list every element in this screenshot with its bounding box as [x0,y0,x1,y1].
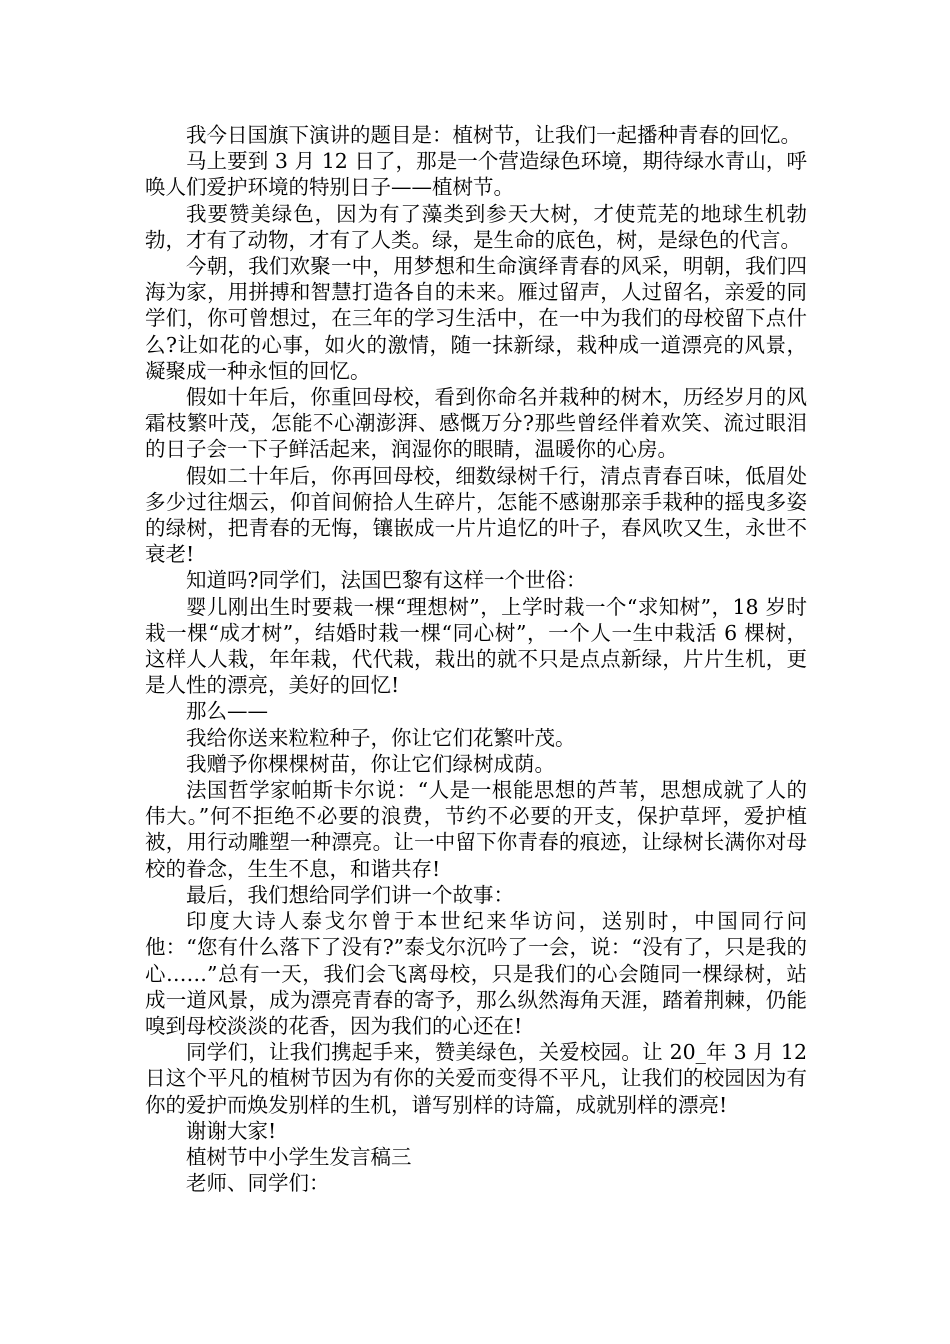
paragraph-thanks: 谢谢大家! [186,1118,277,1143]
document-body [145,122,807,1196]
paragraph-call-to-action: 同学们，让我们携起手来，赞美绿色，关爱校园。让 20_年 3 月 12 日这个平凡的植树节因为有你的关爱而变得不平凡，让我们的校园因为有你的爱护而焕发别样的生机，谱写别样的诗篇，成就别样的漂亮! [145,1040,807,1117]
paragraph-seeds: 我给你送来粒粒种子，你让它们花繁叶茂。 [186,725,576,750]
paragraph-then: 那么—— [186,699,268,724]
paragraph-twenty-years-later: 假如二十年后，你再回母校，细数绿树千行，清点青春百味，低眉处多少过往烟云，仰首间俯拾人生碎片，怎能不感谢那亲手栽种的摇曳多姿的绿树，把青春的无悔，镶嵌成一片片追忆的叶子，春风吹又生，永世不衰老! [145,463,807,567]
paragraph-story-intro: 最后，我们想给同学们讲一个故事： [186,882,514,907]
section-heading: 植树节中小学生发言稿三 [186,1144,412,1169]
paragraph-pascal-quote: 法国哲学家帕斯卡尔说：“人是一根能思想的芦苇，思想成就了人的伟大。”何不拒绝不必要的浪费，节约不必要的开支，保护草坪，爱护植被，用行动雕塑一种漂亮。让一中留下你青春的痕迹，让绿树长满你对母校的眷念，生生不息，和谐共存! [145,778,807,881]
paragraph-today-gathering: 今朝，我们欢聚一中，用梦想和生命演绎青春的风采，明朝，我们四海为家，用拼搏和智慧打造各自的未来。雁过留声，人过留名，亲爱的同学们，你可曾想过，在三年的学习生活中，在一中为我们的母校留下点什么?让如花的心事，如火的激情，随一抹新绿，栽种成一道漂亮的风景，凝聚成一种永恒的回忆。 [145,254,807,383]
paragraph-arbor-day-intro: 马上要到 3 月 12 日了，那是一个营造绿色环境，期待绿水青山，呼唤人们爱护环境的特别日子——植树节。 [145,149,807,200]
paragraph-four-trees: 婴儿刚出生时要栽一棵“理想树”，上学时栽一个“求知树”，18 岁时栽一棵“成才树”，结婚时栽一棵“同心树”，一个人一生中栽活 6 棵树，这样人人栽，年年栽，代代栽，栽出的就不只是点点新绿，片片生机，更是人性的漂亮，美好的回忆! [145,594,807,698]
paragraph-paris-custom: 知道吗?同学们，法国巴黎有这样一个世俗： [186,568,587,593]
paragraph-greeting: 老师、同学们： [186,1171,330,1196]
paragraph-ten-years-later: 假如十年后，你重回母校，看到你命名并栽种的树木，历经岁月的风霜枝繁叶茂，怎能不心潮澎湃、感慨万分?那些曾经伴着欢笑、流过眼泪的日子会一下子鲜活起来，润湿你的眼睛，温暖你的心房。 [145,385,807,462]
paragraph-praise-green: 我要赞美绿色，因为有了藻类到参天大树，才使荒芜的地球生机勃勃，才有了动物，才有了人类。绿，是生命的底色，树，是绿色的代言。 [145,201,807,252]
paragraph-speech-topic: 我今日国旗下演讲的题目是：植树节，让我们一起播种青春的回忆。 [186,123,801,147]
paragraph-saplings: 我赠予你棵棵树苗，你让它们绿树成荫。 [186,751,555,776]
paragraph-tagore-story: 印度大诗人泰戈尔曾于本世纪来华访问，送别时，中国同行问他：“您有什么落下了没有?”泰戈尔沉吟了一会，说：“没有了，只是我的心……”总有一天，我们会飞离母校，只是我们的心会随同一棵绿树，站成一道风景，成为漂亮青春的寄予，那么纵然海角天涯，踏着荆棘，仍能嗅到母校淡淡的花香，因为我们的心还在! [145,909,807,1038]
